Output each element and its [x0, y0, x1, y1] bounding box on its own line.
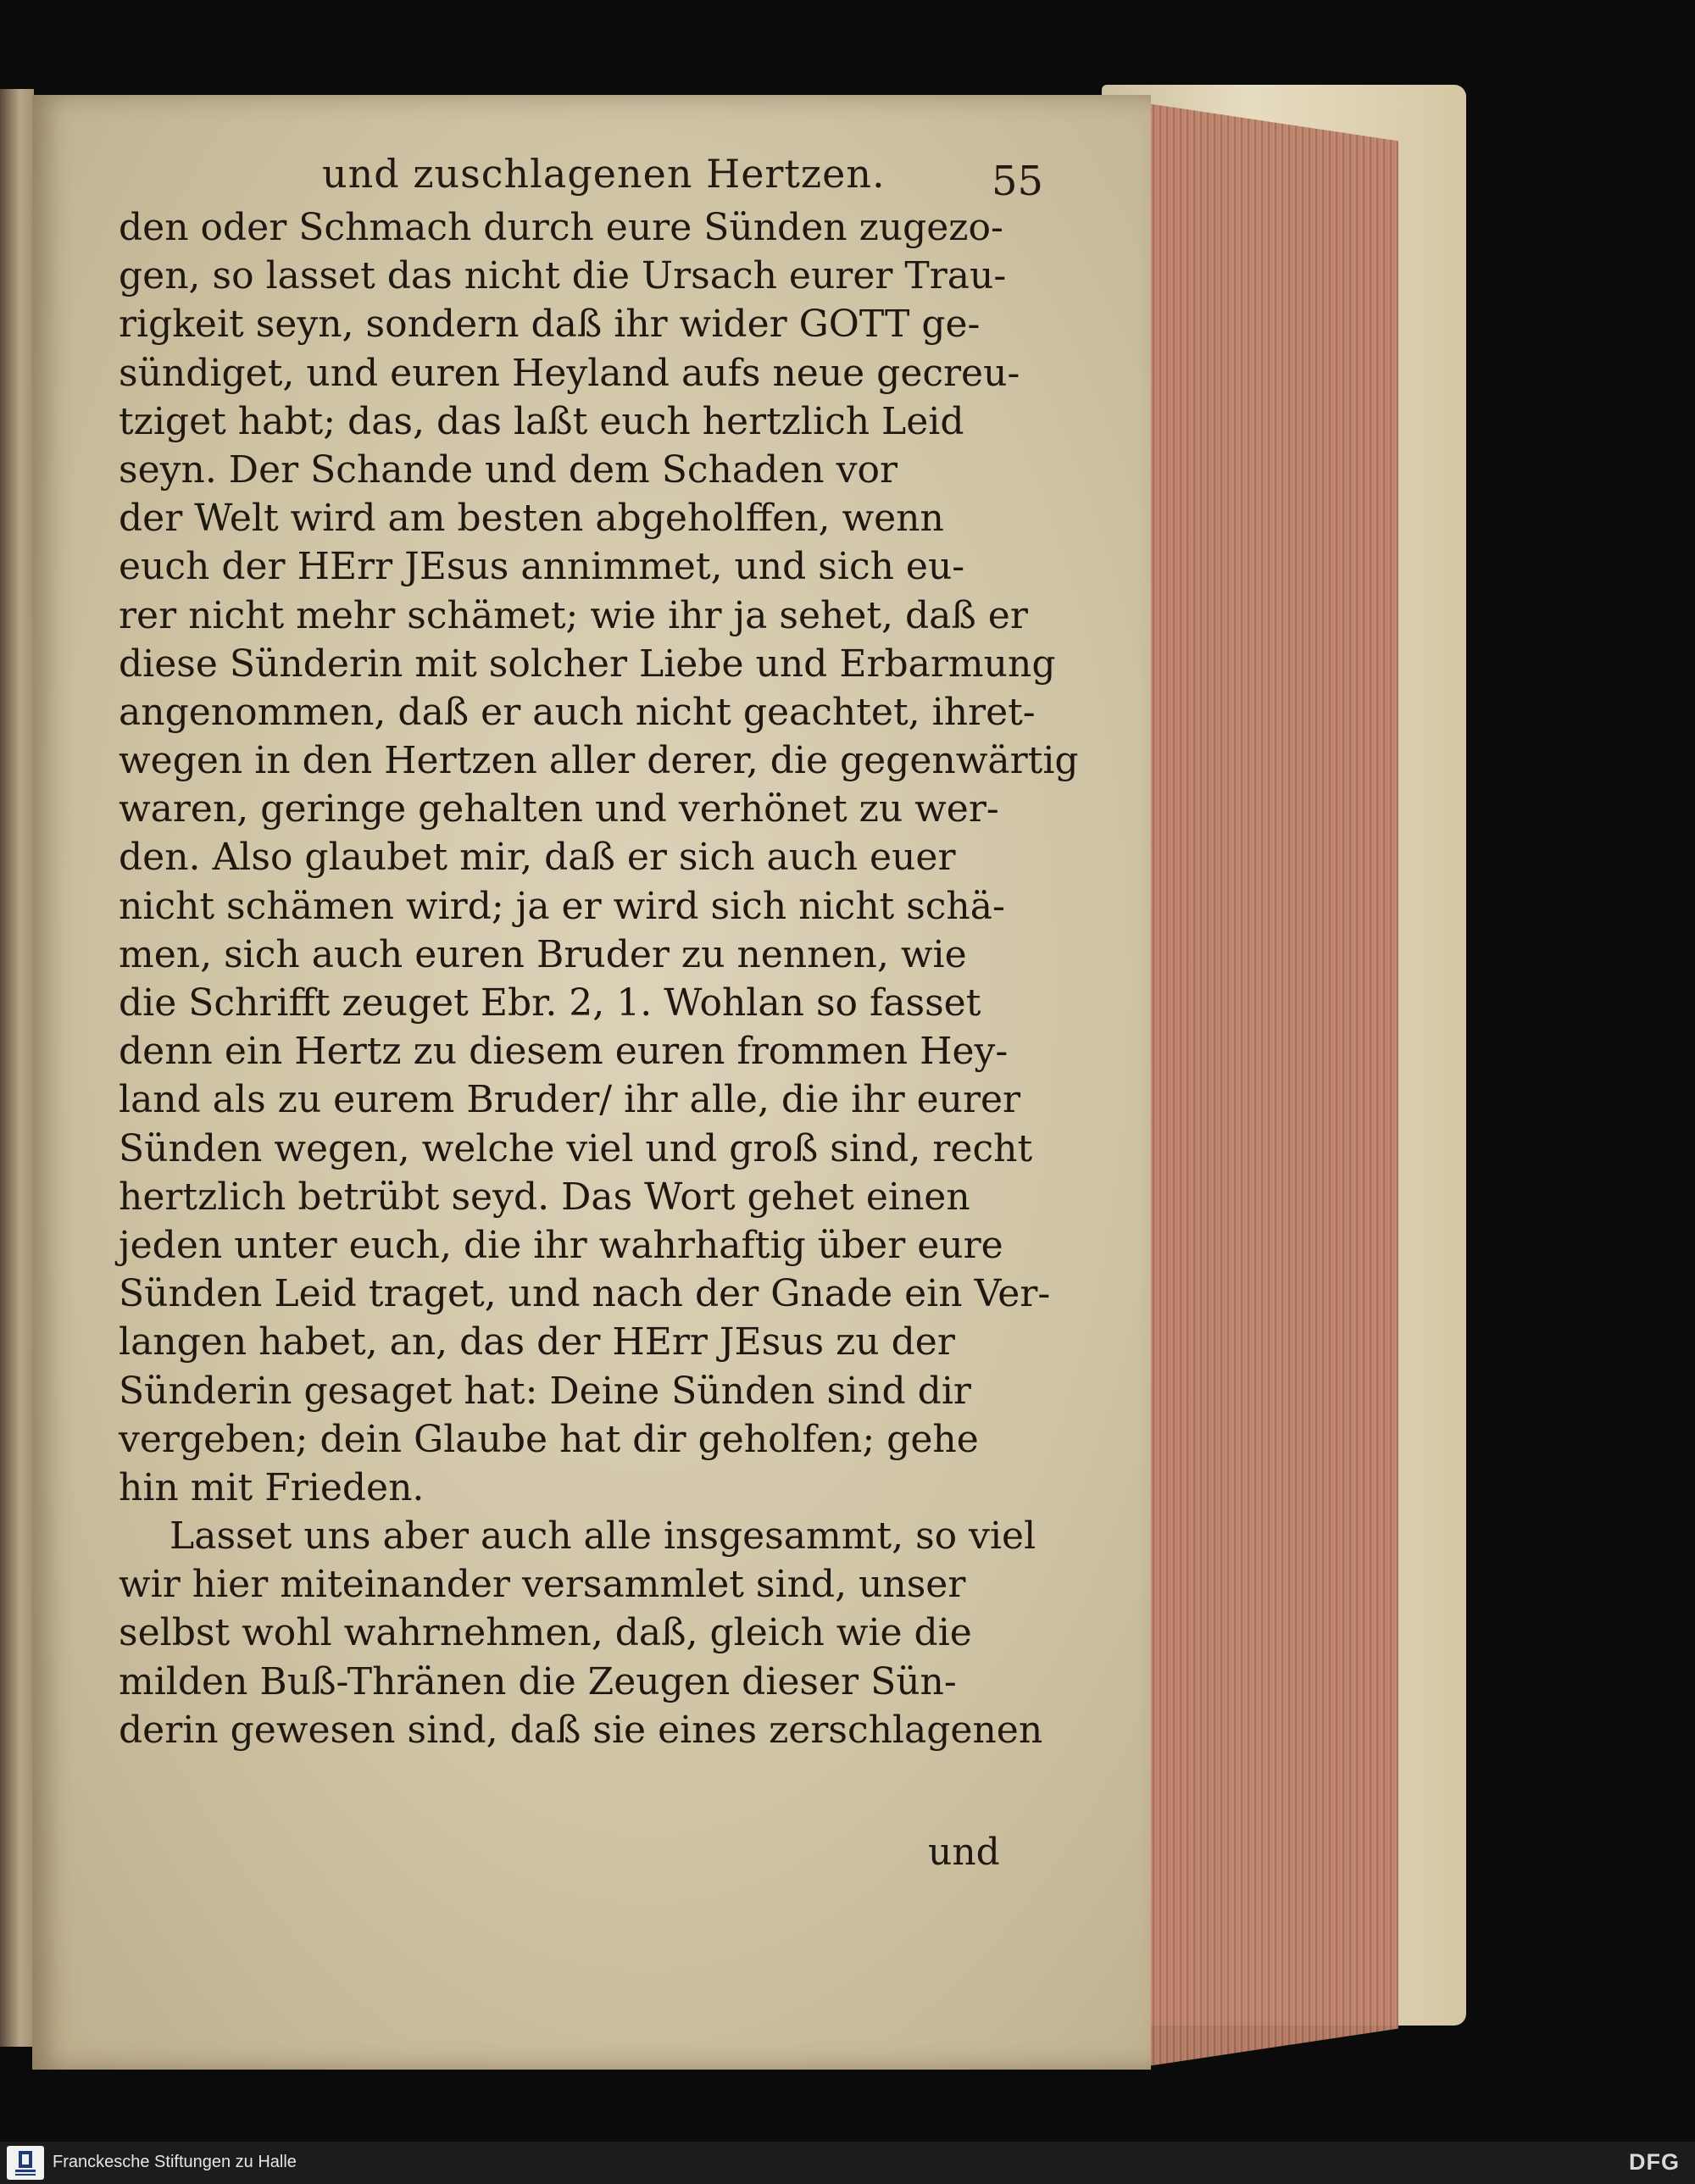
page-number: 55 [992, 158, 1044, 205]
text-line: den oder Schmach durch eure Sünden zugezo- [119, 206, 1003, 249]
text-line: vergeben; dein Glaube hat dir geholfen; gehe [119, 1417, 979, 1461]
text-line: der Welt wird am besten abgeholffen, wenn [119, 497, 944, 541]
text-line: Sünden Leid traget, und nach der Gnade ein Ver- [119, 1272, 1051, 1316]
catchword: und [928, 1831, 1000, 1874]
text-line: seyn. Der Schande und dem Schaden vor [119, 447, 898, 492]
left-page-edge [0, 89, 34, 2047]
footer-bar [0, 2142, 1695, 2184]
footer-label[interactable]: Franckesche Stiftungen zu Halle [53, 2153, 297, 2171]
text-line: wir hier miteinander versammlet sind, unser [119, 1563, 966, 1607]
text-line: wegen in den Hertzen aller derer, die gegenwärtig [119, 739, 1079, 783]
text-line: land als zu eurem Bruder/ ihr alle, die ihr eurer [119, 1078, 1021, 1122]
text-line: gen, so lasset das nicht die Ursach eurer Trau- [119, 254, 1007, 298]
text-line: selbst wohl wahrnehmen, daß, gleich wie die [119, 1611, 972, 1655]
text-line: hin mit Frieden. [119, 1465, 425, 1509]
text-line: die Schrifft zeuget Ebr. 2, 1. Wohlan so fasset [119, 981, 981, 1025]
text-line: jeden unter euch, die ihr wahrhaftig über eure [119, 1223, 1003, 1267]
text-line: milden Buß-Thränen die Zeugen dieser Sün- [119, 1659, 957, 1703]
text-line: angenommen, daß er auch nicht geachtet, ihret- [119, 690, 1036, 734]
body-text [119, 203, 1079, 1754]
page-fore-edge [1136, 102, 1398, 2068]
text-line: men, sich auch euren Bruder zu nennen, wie [119, 932, 967, 976]
text-line: langen habet, an, das der HErr JEsus zu der [119, 1320, 955, 1364]
text-line: den. Also glaubet mir, daß er sich auch euer [119, 836, 956, 880]
text-line: derin gewesen sind, daß sie eines zerschlagenen [119, 1708, 1043, 1752]
text-line: nicht schämen wird; ja er wird sich nicht schä- [119, 884, 1005, 928]
franckesche-stiftungen-logo-icon[interactable] [7, 2146, 44, 2180]
text-line: denn ein Hertz zu diesem euren frommen Hey- [119, 1030, 1009, 1074]
text-line: sündiget, und euren Heyland aufs neue gecreu- [119, 351, 1020, 395]
text-line: rer nicht mehr schämet; wie ihr ja sehet, daß er [119, 593, 1028, 637]
text-line: Sünden wegen, welche viel und groß sind, recht [119, 1126, 1033, 1170]
text-line: hertzlich betrübt seyd. Das Wort gehet einen [119, 1175, 970, 1219]
running-head: und zuschlagenen Hertzen. [322, 151, 886, 197]
dfg-logo[interactable]: DFG [1629, 2149, 1680, 2175]
text-line: Sünderin gesaget hat: Deine Sünden sind dir [119, 1369, 971, 1413]
text-line: diese Sünderin mit solcher Liebe und Erbarmung [119, 642, 1056, 686]
text-line: tziget habt; das, das laßt euch hertzlich Leid [119, 399, 964, 443]
text-line: euch der HErr JEsus annimmet, und sich eu- [119, 545, 965, 589]
text-line: rigkeit seyn, sondern daß ihr wider GOTT ge- [119, 303, 981, 347]
text-line: waren, geringe gehalten und verhönet zu wer- [119, 787, 999, 831]
text-line: Lasset uns aber auch alle insgesammt, so viel [170, 1514, 1036, 1559]
